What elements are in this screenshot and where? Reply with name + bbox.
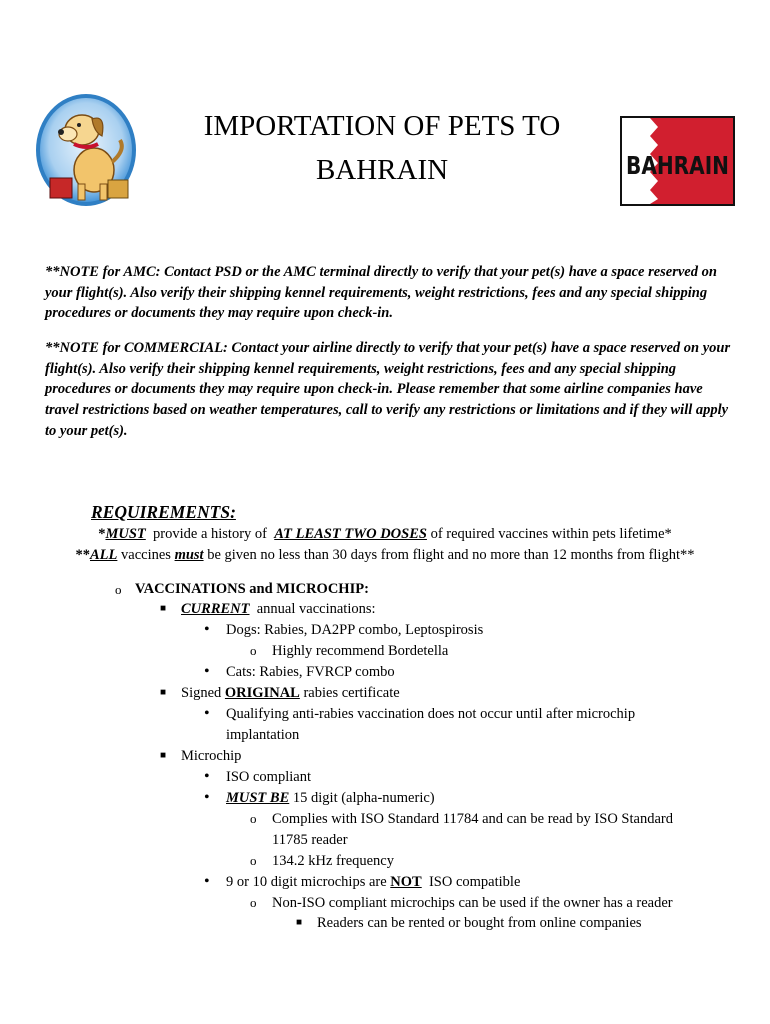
list-marker-square: ■: [160, 603, 167, 614]
list-marker-circle: o: [250, 895, 257, 910]
list-item-mustbe: MUST BE 15 digit (alpha-numeric): [226, 790, 435, 806]
requirements-heading: REQUIREMENTS:: [91, 502, 236, 522]
list-item-microchip: Microchip: [181, 748, 242, 764]
list-marker-square: ■: [296, 917, 303, 928]
flag-icon: [622, 118, 733, 204]
list-marker-circle: o: [250, 811, 257, 826]
bahrain-flag-image: [620, 116, 735, 206]
dog-logo-icon: [34, 92, 142, 218]
list-marker-bullet: •: [204, 663, 210, 680]
list-item-bordetella: Highly recommend Bordetella: [272, 643, 449, 659]
list-marker-bullet: •: [204, 768, 210, 785]
requirement-doses: *MUST provide a history of AT LEAST TWO DOSES of required vaccines within pets lifetime*: [98, 526, 672, 542]
list-item-frequency: 134.2 kHz frequency: [272, 853, 394, 869]
list-item-vaccinations: VACCINATIONS and MICROCHIP:: [135, 581, 369, 597]
list-marker-square: ■: [160, 687, 167, 698]
list-marker-circle: o: [115, 582, 122, 597]
amc-note: **NOTE for AMC: Contact PSD or the AMC terminal directly to verify that your pet(s) have a space reserved on your flight(s). Also verify their shipping kennel requirements, weight restrictions, fees and any special shipping procedures or documents they may require upon check-in.: [45, 264, 717, 322]
pet-logo: [34, 92, 142, 218]
list-item-signed: Signed ORIGINAL rabies certificate: [181, 685, 400, 701]
list-item-complies: Complies with ISO Standard 11784 and can be read by ISO Standard 11785 reader: [272, 811, 673, 848]
list-item-nineten: 9 or 10 digit microchips are NOT ISO compatible: [226, 874, 521, 890]
list-item-readers: Readers can be rented or bought from online companies: [317, 915, 642, 931]
list-item-current: CURRENT annual vaccinations:: [181, 601, 376, 617]
title-line-1: IMPORTATION OF PETS TO: [203, 110, 561, 142]
list-marker-bullet: •: [204, 705, 210, 722]
list-item-cats: Cats: Rabies, FVRCP combo: [226, 664, 395, 680]
list-marker-circle: o: [250, 853, 257, 868]
list-marker-bullet: •: [204, 621, 210, 638]
list-item-qualifying: Qualifying anti-rabies vaccination does not occur until after microchip implantation: [226, 706, 636, 743]
list-marker-bullet: •: [204, 873, 210, 890]
list-marker-bullet: •: [204, 789, 210, 806]
list-marker-square: ■: [160, 750, 167, 761]
list-marker-circle: o: [250, 643, 257, 658]
title-line-2: BAHRAIN: [315, 154, 449, 186]
commercial-note: **NOTE for COMMERCIAL: Contact your airline directly to verify that your pet(s) have a space reserved on your flight(s). Also verify their shipping kennel requirements, weight restrictions, fees and any special shipping procedures or documents they may require upon check-in. Please remember that some airline companies have travel restrictions based on weather temperatures, call to verify any restrictions or limitations and if they will apply to your pet(s).: [45, 340, 731, 439]
requirement-timing: **ALL vaccines must be given no less than 30 days from flight and no more than 12 months from flight**: [75, 547, 695, 563]
page-title: [160, 104, 604, 192]
list-item-noniso: Non-ISO compliant microchips can be used if the owner has a reader: [272, 895, 673, 911]
flag-text: BAHRAIN: [626, 151, 729, 180]
list-item-dogs: Dogs: Rabies, DA2PP combo, Leptospirosis: [226, 622, 484, 638]
list-item-iso: ISO compliant: [226, 769, 311, 785]
